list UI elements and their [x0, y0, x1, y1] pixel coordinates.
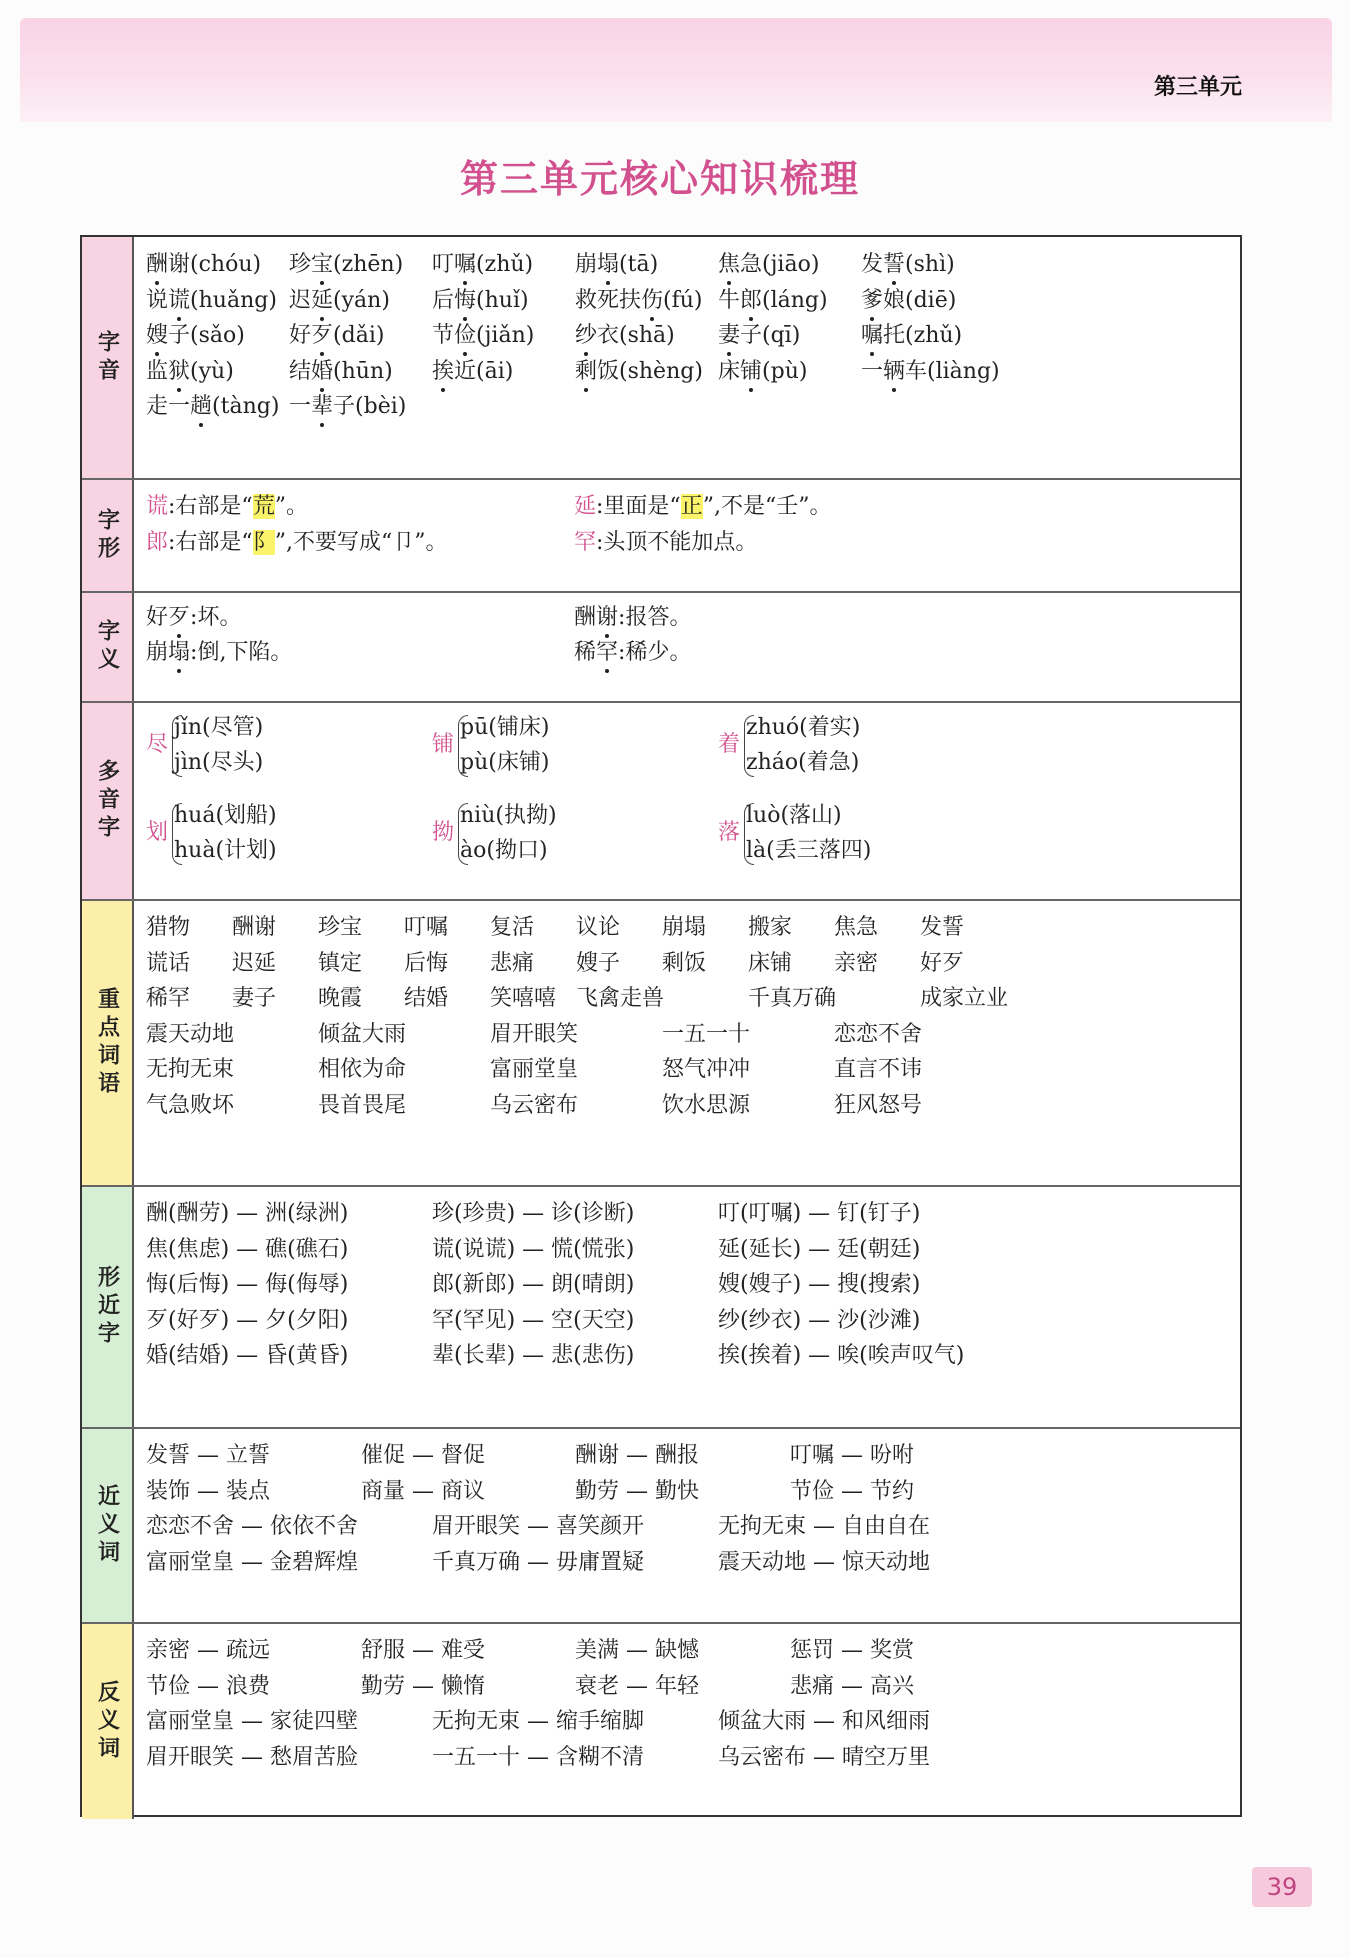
entry-post: (zhǔ) [476, 252, 534, 277]
antonym-pair: 无拘无束 — 缩手缩脚 [432, 1709, 644, 1734]
keyword: 千真万确 [748, 986, 837, 1011]
section-label: 字音 [82, 237, 134, 478]
entry-post: (zhēn) [333, 252, 404, 277]
polyphone-reading: ào(拗口) [460, 838, 548, 863]
keyword: 气急败坏 [146, 1092, 235, 1118]
keyword: 剩饭 [662, 950, 707, 976]
page-number: 39 [1252, 1867, 1312, 1907]
entry-pre: 好 [289, 323, 312, 348]
section-label: 重点词语 [82, 901, 134, 1185]
antonym-pair: 一五一十 — 含糊不清 [432, 1744, 644, 1770]
entry-pre: 走一 [146, 394, 191, 419]
entry-dotted-char: 俭 [454, 321, 476, 351]
word-entry [146, 321, 245, 351]
similar-pair: 纱(纱衣) — 沙(沙滩) [718, 1307, 921, 1333]
keyword: 妻子 [232, 986, 277, 1011]
keyword: 好歹 [920, 950, 965, 976]
form-text-end: ”,不要写成“卩”。 [274, 530, 448, 555]
entry-post: (huǎng) [190, 287, 277, 313]
word-entry [289, 286, 390, 316]
section-label: 形近字 [82, 1187, 134, 1427]
form-text: :里面是“ [596, 494, 681, 519]
form-char: 谎 [146, 494, 169, 519]
entry-dotted-char: 纱 [575, 321, 597, 351]
antonym-pair: 悲痛 — 高兴 [790, 1673, 914, 1699]
entry-post: 子(qī) [740, 323, 801, 348]
similar-pair: 珍(珍贵) — 诊(诊断) [432, 1201, 635, 1226]
antonym-pair: 眉开眼笑 — 愁眉苦脸 [146, 1744, 358, 1770]
keyword: 成家立业 [920, 986, 1009, 1011]
entry-dotted-char: 爹 [861, 286, 883, 316]
antonym-pair: 富丽堂皇 — 家徒四壁 [146, 1709, 358, 1734]
synonym-pair: 富丽堂皇 — 金碧辉煌 [146, 1549, 358, 1575]
form-highlight: 正 [680, 494, 703, 519]
synonym-pair: 眉开眼笑 — 喜笑颜开 [432, 1514, 644, 1539]
word-entry [575, 286, 703, 316]
entry-pre: 节 [432, 323, 455, 348]
antonym-pair: 惩罚 — 奖赏 [790, 1638, 914, 1663]
similar-chars-content [134, 1187, 1240, 1427]
entry-post: (pù) [762, 358, 808, 384]
similar-pair: 挨(挨着) — 唉(唉声叹气) [718, 1343, 965, 1368]
synonym-pair: 无拘无束 — 自由自在 [718, 1514, 930, 1539]
keyword: 饮水思源 [662, 1092, 751, 1118]
unit-label: 第三单元 [1153, 75, 1242, 100]
word-entry [574, 638, 691, 668]
meaning-content [134, 593, 1240, 701]
entry-post: :倒,下陷。 [190, 640, 293, 665]
form-entry [574, 492, 831, 522]
polyphone-char: 拗 [432, 820, 455, 845]
keyword: 结婚 [404, 986, 449, 1011]
entry-pre: 一 [861, 358, 884, 384]
keyword: 谎话 [146, 950, 191, 976]
keyword: 发誓 [920, 915, 965, 940]
word-entry [289, 250, 403, 280]
entry-dotted-char: 伤 [641, 286, 663, 316]
keyword: 震天动地 [146, 1021, 235, 1047]
polyphone-char: 尽 [146, 732, 169, 757]
polyphone-char: 落 [718, 820, 741, 845]
entry-dotted-char: 挨 [432, 357, 454, 387]
entry-post: (yán) [333, 287, 390, 313]
entry-post: 衣(shā) [597, 323, 675, 348]
keyword: 议论 [576, 915, 621, 940]
form-text: :右部是“ [168, 494, 253, 519]
polyphone-content [134, 703, 1240, 899]
entry-post: (láng) [762, 287, 828, 313]
keyword: 酬谢 [232, 915, 277, 940]
form-content [134, 480, 1240, 591]
keyword: 复活 [490, 915, 535, 940]
entry-post: :稀少。 [618, 640, 692, 665]
entry-dotted-char: 狱 [168, 357, 190, 387]
keywords-content [134, 901, 1240, 1185]
word-entry [146, 286, 277, 316]
section-label: 多音字 [82, 703, 134, 899]
keyword: 叮嘱 [404, 915, 449, 940]
similar-pair: 谎(说谎) — 慌(慌张) [432, 1236, 635, 1262]
form-entry [574, 528, 757, 558]
polyphone-reading: niù(执拗) [460, 803, 557, 828]
entry-pre: 好 [146, 605, 169, 630]
section-pronunciation [82, 237, 1240, 480]
entry-post: :坏。 [190, 605, 242, 630]
form-entry [146, 528, 447, 558]
keyword: 畏首畏尾 [318, 1092, 407, 1118]
entry-dotted-char: 誓 [883, 250, 905, 280]
word-entry [718, 286, 828, 316]
header-band [20, 18, 1332, 122]
entry-dotted-char: 延 [311, 286, 333, 316]
entry-post: 急(jiāo) [740, 252, 820, 277]
keyword: 搬家 [748, 915, 793, 940]
page-title: 第三单元核心知识梳理 [459, 157, 860, 201]
form-text: :右部是“ [168, 530, 253, 555]
keyword: 相依为命 [318, 1057, 407, 1082]
keyword: 亲密 [834, 950, 879, 976]
antonym-pair: 美满 — 缺憾 [575, 1638, 699, 1663]
keyword: 珍宝 [318, 915, 363, 940]
word-entry [718, 357, 807, 387]
entry-pre: 稀 [574, 640, 597, 665]
keyword: 迟延 [232, 950, 277, 976]
word-entry [146, 357, 234, 387]
entry-pre: 崩 [146, 640, 169, 665]
polyphone-char: 铺 [432, 732, 455, 757]
word-entry [146, 392, 279, 422]
antonym-pair: 舒服 — 难受 [361, 1638, 485, 1663]
entry-dotted-char: 郎 [740, 286, 762, 316]
antonym-pair: 衰老 — 年轻 [575, 1673, 699, 1699]
keyword: 飞禽走兽 [576, 986, 665, 1011]
antonym-pair: 勤劳 — 懒惰 [361, 1673, 485, 1699]
keyword: 倾盆大雨 [318, 1021, 407, 1047]
entry-post: (yù) [190, 358, 234, 384]
similar-pair: 叮(叮嘱) — 钉(钉子) [718, 1201, 921, 1226]
entry-dotted-char: 悔 [454, 286, 476, 316]
word-entry [432, 250, 533, 280]
section-keywords [82, 901, 1240, 1187]
form-highlight: 阝 [252, 530, 275, 555]
entry-post: 娘(diē) [883, 287, 957, 313]
section-synonyms [82, 1429, 1240, 1624]
keyword: 狂风怒号 [834, 1092, 923, 1118]
word-entry [718, 321, 800, 351]
entry-dotted-char: 妻 [718, 321, 740, 351]
synonym-pair: 节俭 — 节约 [790, 1478, 914, 1504]
polyphone-reading: huá(划船) [174, 803, 277, 828]
polyphone-reading: luò(落山) [746, 803, 842, 828]
section-label: 反义词 [82, 1624, 134, 1819]
keyword: 镇定 [318, 950, 363, 976]
similar-pair: 婚(结婚) — 昏(黄昏) [146, 1343, 349, 1368]
entry-dotted-char: 婚 [311, 357, 333, 387]
word-entry [575, 357, 703, 387]
antonym-pair: 倾盆大雨 — 和风细雨 [718, 1709, 930, 1734]
entry-pre: 一 [289, 394, 312, 419]
entry-pre: 救死扶 [575, 287, 642, 313]
entry-dotted-char: 剩 [575, 357, 597, 387]
entry-post: (fú) [663, 287, 703, 313]
entry-post: 车(liàng) [905, 358, 1000, 384]
entry-post: (tā) [619, 252, 659, 277]
synonym-pair: 商量 — 商议 [361, 1478, 485, 1504]
entry-pre: 珍 [289, 252, 312, 277]
section-form [82, 480, 1240, 593]
keyword: 乌云密布 [490, 1092, 579, 1118]
entry-post: (jiǎn) [476, 323, 535, 348]
entry-post: 子(bèi) [333, 394, 407, 419]
form-char: 郎 [146, 530, 169, 555]
knowledge-table [80, 235, 1242, 1817]
entry-dotted-char: 趟 [190, 392, 212, 422]
entry-dotted-char: 嘱 [861, 321, 883, 351]
entry-pre: 后 [432, 287, 455, 313]
antonym-pair: 节俭 — 浪费 [146, 1673, 270, 1699]
section-label: 字义 [82, 593, 134, 701]
keyword: 后悔 [404, 950, 449, 976]
keyword: 稀罕 [146, 986, 191, 1011]
entry-pre: 酬 [574, 605, 597, 630]
entry-post: (tàng) [212, 394, 280, 419]
polyphone-reading: zhuó(着实) [746, 715, 861, 740]
keyword: 焦急 [834, 915, 879, 940]
synonym-pair: 勤劳 — 勤快 [575, 1478, 699, 1504]
similar-pair: 延(延长) — 廷(朝廷) [718, 1236, 921, 1262]
entry-pre: 迟 [289, 287, 312, 313]
entry-post: 托(zhǔ) [883, 323, 963, 348]
word-entry [861, 250, 955, 280]
entry-dotted-char: 塌 [168, 638, 190, 668]
entry-post: :报答。 [618, 605, 692, 630]
word-entry [432, 321, 534, 351]
polyphone-reading: pù(床铺) [460, 750, 550, 775]
antonyms-content [134, 1624, 1240, 1819]
pronunciation-content [134, 237, 1240, 478]
form-char: 罕 [574, 530, 597, 555]
keyword: 一五一十 [662, 1021, 751, 1047]
keyword: 富丽堂皇 [490, 1057, 579, 1082]
keyword: 直言不讳 [834, 1057, 923, 1082]
word-entry [861, 321, 962, 351]
section-similar-chars [82, 1187, 1240, 1429]
synonyms-content [134, 1429, 1240, 1622]
section-antonyms [82, 1624, 1240, 1819]
entry-dotted-char: 塌 [597, 250, 619, 280]
section-meaning [82, 593, 1240, 703]
keyword: 无拘无束 [146, 1057, 235, 1082]
entry-dotted-char: 辈 [311, 392, 333, 422]
entry-post: (dǎi) [333, 323, 385, 348]
entry-post: 近(āi) [454, 358, 514, 384]
similar-pair: 酬(酬劳) — 洲(绿洲) [146, 1201, 349, 1226]
entry-post: 谢(chóu) [168, 252, 262, 277]
keyword: 猎物 [146, 915, 191, 940]
similar-pair: 悔(后悔) — 侮(侮辱) [146, 1272, 349, 1297]
keyword: 眉开眼笑 [490, 1021, 579, 1047]
section-polyphone [82, 703, 1240, 901]
polyphone-char: 划 [146, 820, 169, 845]
entry-post: (huǐ) [476, 287, 529, 313]
entry-dotted-char: 辆 [883, 357, 905, 387]
entry-dotted-char: 谎 [168, 286, 190, 316]
similar-pair: 郎(新郎) — 朗(晴朗) [432, 1272, 635, 1297]
entry-pre: 牛 [718, 287, 741, 313]
form-highlight: 荒 [252, 494, 275, 519]
form-entry [146, 492, 308, 522]
synonym-pair: 叮嘱 — 吩咐 [790, 1443, 914, 1468]
keyword: 怒气冲冲 [662, 1057, 751, 1082]
entry-pre: 床 [718, 358, 741, 384]
keyword: 床铺 [748, 950, 793, 976]
word-entry [289, 321, 384, 351]
keyword: 恋恋不舍 [834, 1021, 923, 1047]
form-text: :头顶不能加点。 [596, 530, 758, 555]
word-entry [146, 250, 261, 280]
entry-dotted-char: 宝 [311, 250, 333, 280]
synonym-pair: 恋恋不舍 — 依依不舍 [146, 1514, 358, 1539]
keyword: 晚霞 [318, 986, 363, 1011]
synonym-pair: 催促 — 督促 [361, 1443, 485, 1468]
polyphone-reading: huà(计划) [174, 838, 277, 863]
polyphone-reading: pū(铺床) [460, 715, 550, 740]
polyphone-reading: jìn(尽头) [174, 750, 264, 775]
similar-pair: 歹(好歹) — 夕(夕阳) [146, 1307, 349, 1333]
form-text-end: ”,不是“壬”。 [702, 494, 832, 519]
word-entry [861, 357, 1000, 387]
word-entry [289, 392, 406, 422]
word-entry [289, 357, 393, 387]
entry-pre: 说 [146, 287, 169, 313]
entry-pre: 结 [289, 358, 312, 384]
word-entry [432, 357, 513, 387]
entry-dotted-char: 酬 [146, 250, 168, 280]
form-text-end: ”。 [274, 494, 308, 519]
keyword: 嫂子 [576, 950, 621, 976]
entry-dotted-char: 嘱 [454, 250, 476, 280]
keyword: 崩塌 [662, 915, 707, 940]
synonym-pair: 酬谢 — 酬报 [575, 1443, 699, 1468]
similar-pair: 罕(罕见) — 空(天空) [432, 1307, 635, 1333]
keyword: 悲痛 [490, 950, 535, 976]
polyphone-reading: là(丢三落四) [746, 838, 872, 863]
entry-dotted-char: 谢 [596, 603, 618, 633]
synonym-pair: 震天动地 — 惊天动地 [718, 1549, 930, 1575]
entry-post: (hūn) [333, 358, 393, 384]
word-entry [146, 603, 241, 633]
form-char: 延 [574, 494, 597, 519]
similar-pair: 焦(焦虑) — 礁(礁石) [146, 1236, 349, 1262]
similar-pair: 辈(长辈) — 悲(悲伤) [432, 1343, 635, 1368]
entry-dotted-char: 歹 [168, 603, 190, 633]
synonym-pair: 千真万确 — 毋庸置疑 [432, 1549, 644, 1575]
word-entry [432, 286, 529, 316]
entry-dotted-char: 罕 [596, 638, 618, 668]
entry-post: (shì) [905, 252, 955, 277]
entry-dotted-char: 铺 [740, 357, 762, 387]
synonym-pair: 发誓 — 立誓 [146, 1443, 270, 1468]
section-label: 字形 [82, 480, 134, 591]
word-entry [861, 286, 956, 316]
entry-post: 子(sǎo) [168, 323, 245, 348]
entry-pre: 监 [146, 358, 169, 384]
word-entry [718, 250, 819, 280]
section-label: 近义词 [82, 1429, 134, 1622]
synonym-pair: 装饰 — 装点 [146, 1478, 270, 1504]
word-entry [575, 250, 658, 280]
entry-dotted-char: 嫂 [146, 321, 168, 351]
entry-dotted-char: 焦 [718, 250, 740, 280]
word-entry [575, 321, 675, 351]
polyphone-reading: jǐn(尽管) [174, 715, 264, 740]
polyphone-char: 着 [718, 732, 741, 757]
entry-pre: 叮 [432, 252, 455, 277]
antonym-pair: 亲密 — 疏远 [146, 1638, 270, 1663]
antonym-pair: 乌云密布 — 晴空万里 [718, 1744, 930, 1770]
entry-pre: 发 [861, 252, 884, 277]
entry-dotted-char: 歹 [311, 321, 333, 351]
word-entry [146, 638, 292, 668]
polyphone-reading: zháo(着急) [746, 750, 860, 775]
entry-pre: 崩 [575, 252, 598, 277]
word-entry [574, 603, 691, 633]
keyword: 笑嘻嘻 [490, 986, 557, 1011]
similar-pair: 嫂(嫂子) — 搜(搜索) [718, 1272, 921, 1297]
entry-post: 饭(shèng) [597, 358, 703, 384]
